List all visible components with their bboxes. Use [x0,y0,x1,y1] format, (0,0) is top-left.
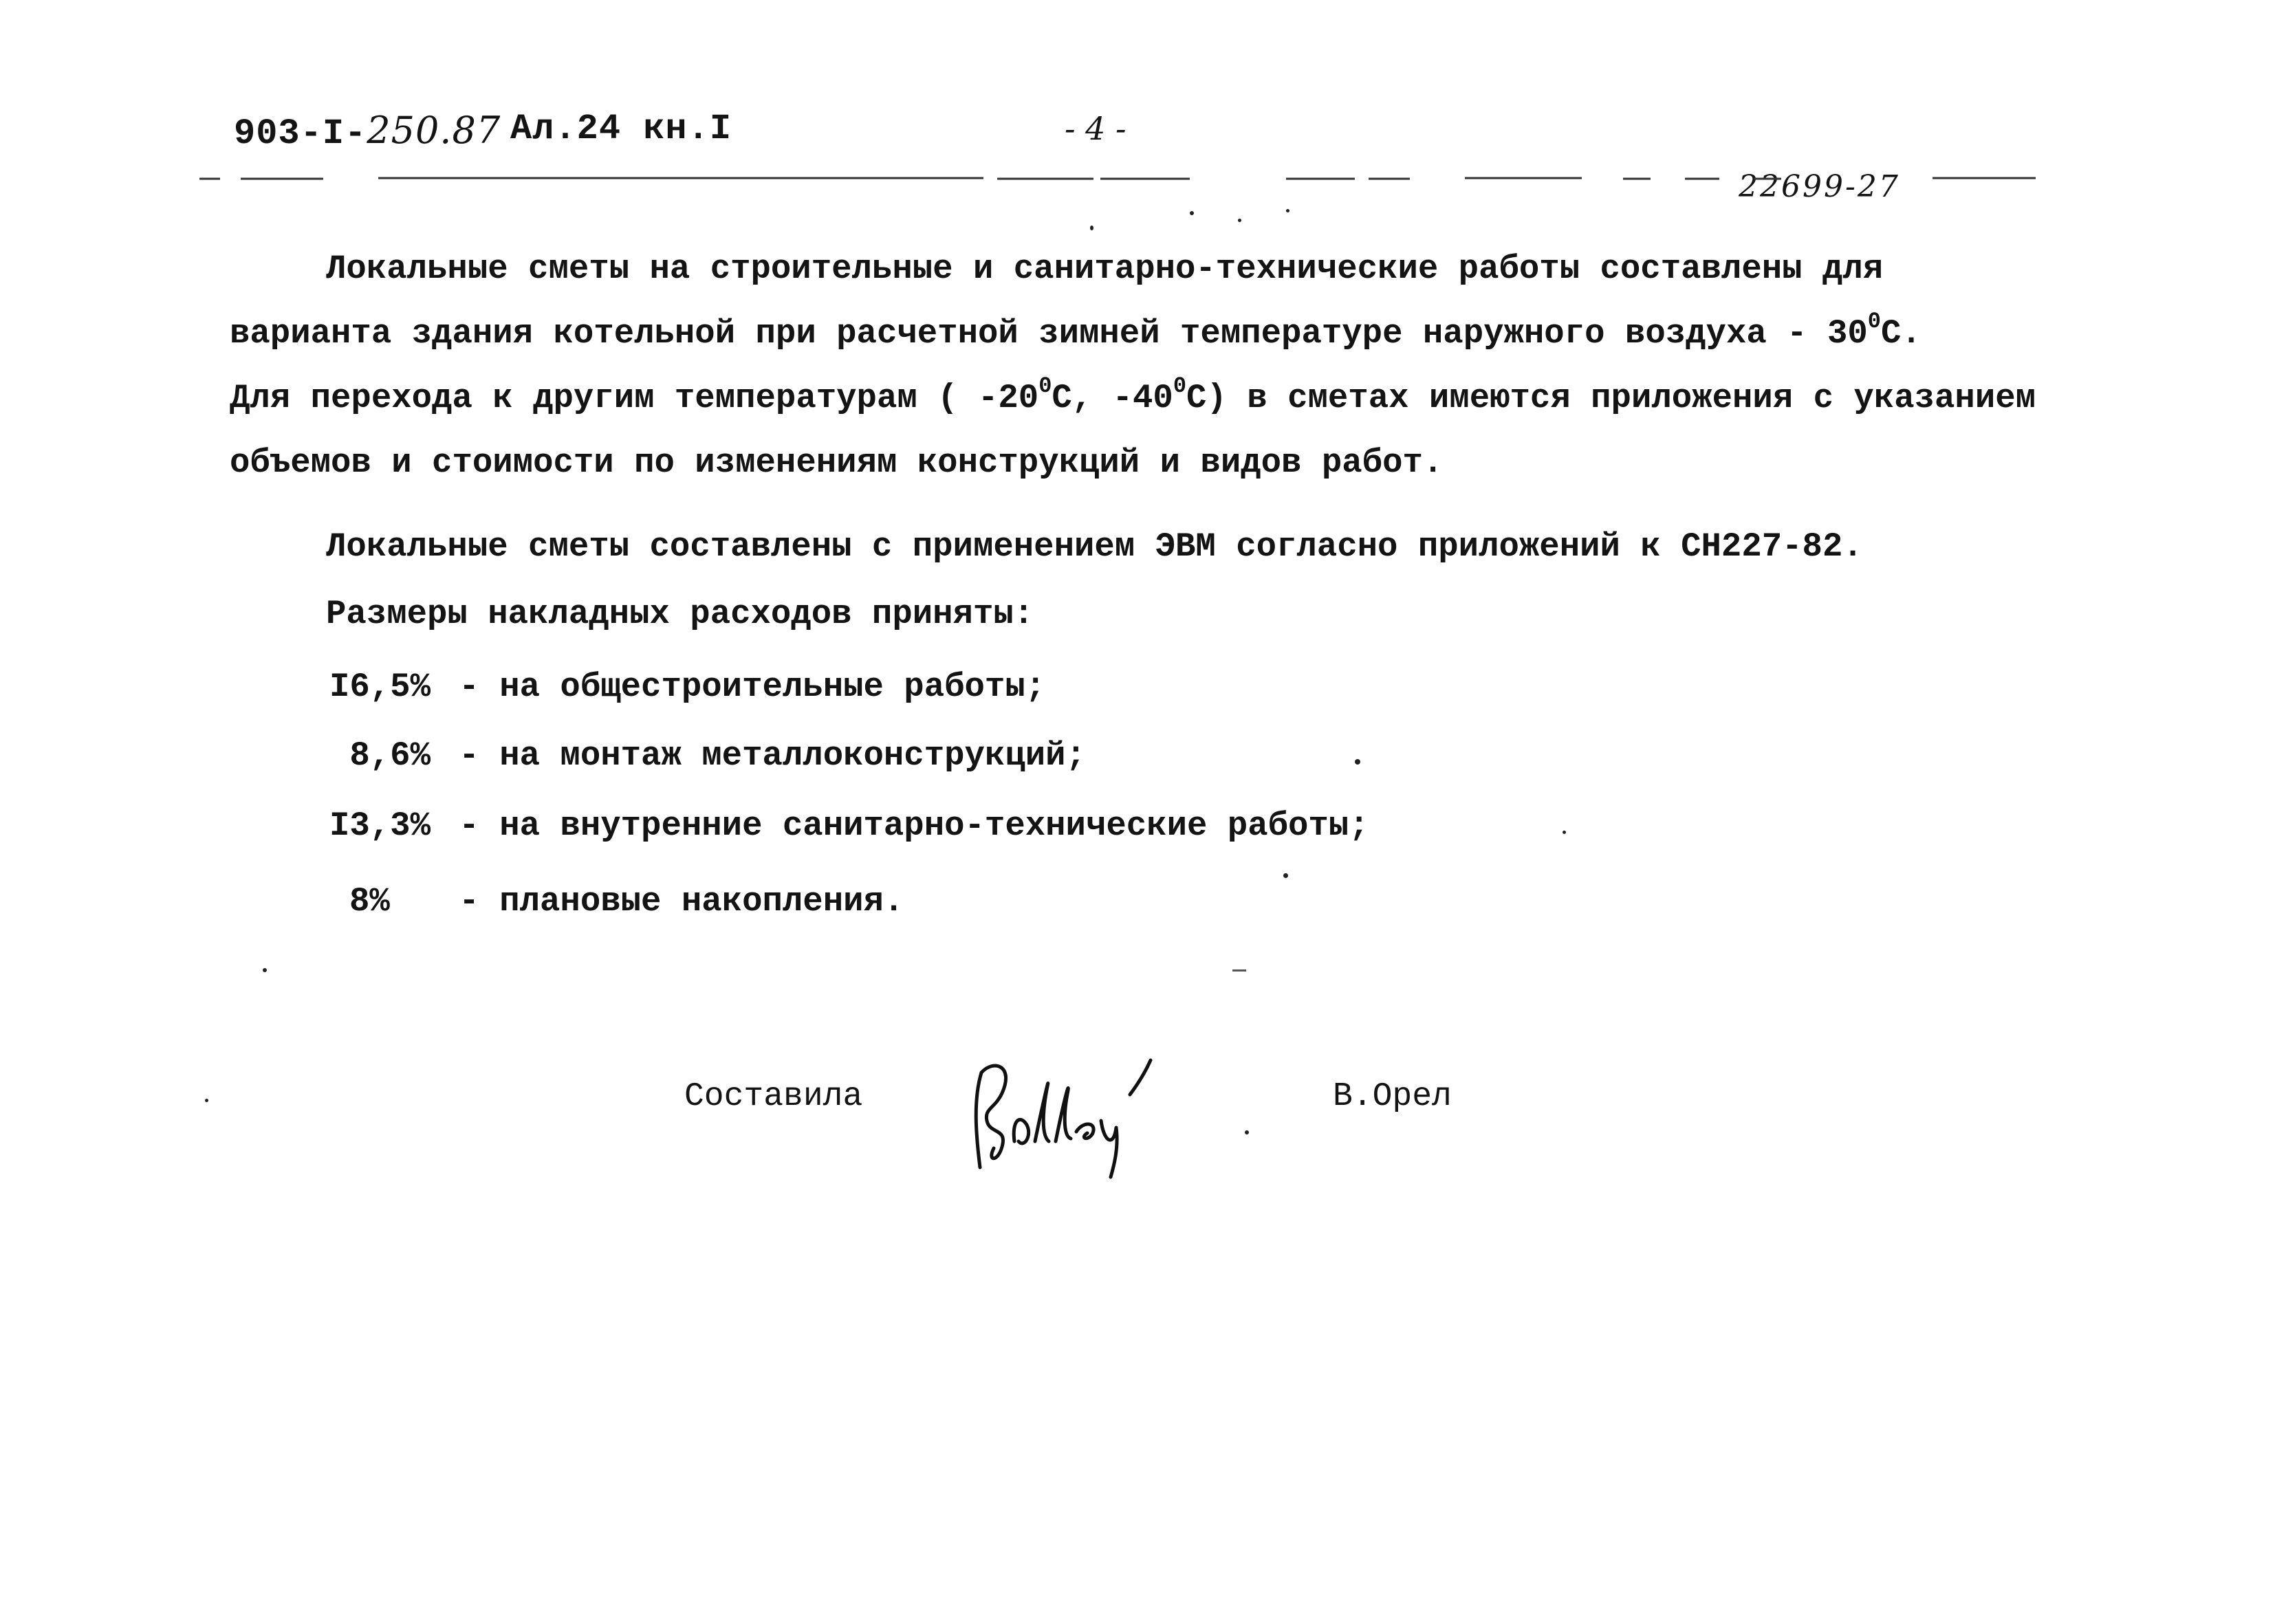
list-item [326,869,904,934]
scan-speck [1245,1130,1249,1134]
overhead-title: Размеры накладных расходов приняты: [326,595,1034,633]
page-number: - 4 - [1065,110,1126,147]
paragraph-line: Для перехода к другим температурам ( $-20^0С$, $-40^0С$) в сметах имеются приложения с указанием [230,373,2036,417]
paragraph-line: варианта здания котельной при расчетной зимней температуре наружного воздуха - $30^0С$. [230,309,1922,353]
document-code [234,109,501,154]
scan-speck [1090,226,1093,230]
document-code-prefix: 903-I- [234,113,367,154]
scan-speck [1355,759,1360,765]
scan-speck [1283,873,1288,878]
compiler-name: В.Орел [1333,1078,1452,1115]
overhead-rate: I3,3% [329,806,431,845]
scan-mark [1232,969,1246,972]
paragraph-computer-method: Локальные сметы составлены с применением ЭВМ согласно приложений к СН227-82. [326,527,1863,566]
registration-number: 22699-27 [1739,169,1900,204]
header-rule [199,175,2036,183]
list-item [326,723,1086,788]
compiled-by-label: Составила [684,1078,863,1115]
list-item [326,793,1369,858]
overhead-description: - на общестроительные работы; [459,668,1046,706]
scan-speck [1286,209,1289,212]
overhead-rate: 8,6% [349,736,431,775]
scan-speck [1190,211,1194,215]
list-item [326,655,1045,719]
document-code-handwritten: 250.87 [367,109,501,152]
scan-speck [1238,219,1241,222]
overhead-rate: 8% [349,882,390,921]
scan-speck [1563,831,1566,834]
paragraph-line: Локальные сметы на строительные и санитарно-технические работы составлены для [326,250,1884,288]
overhead-description: - плановые накопления. [459,882,904,921]
paragraph-line: объемов и стоимости по изменениям конструкций и видов работ. [230,443,1444,482]
album-reference: Ал.24 кн.I [510,109,732,149]
overhead-description: - на внутренние санитарно-технические работы; [459,806,1369,845]
scan-speck [205,1099,208,1102]
handwritten-signature [966,1045,1186,1183]
scan-speck [263,968,267,972]
overhead-description: - на монтаж металлоконструкций; [459,736,1086,775]
overhead-rate: I6,5% [329,668,431,706]
